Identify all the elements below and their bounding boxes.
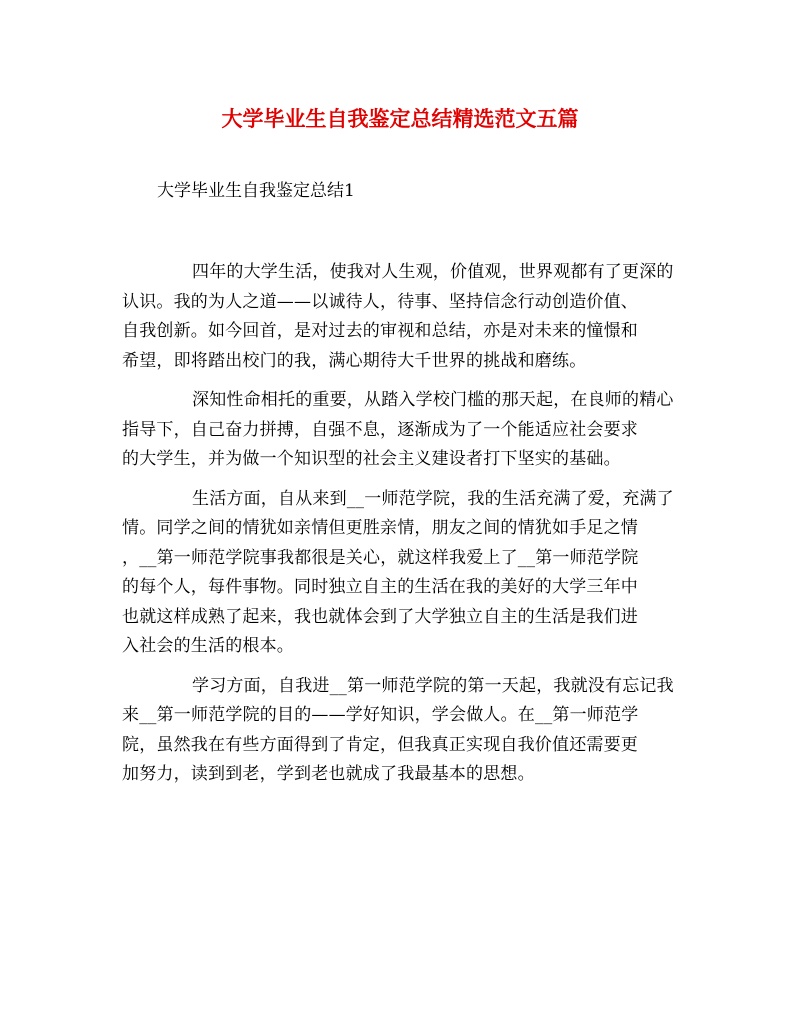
text-line: 来__第一师范学院的目的——学好知识，学会做人。在__第一师范学 bbox=[122, 705, 639, 725]
paragraph bbox=[122, 258, 678, 376]
paragraph bbox=[122, 386, 678, 475]
paragraph bbox=[122, 485, 678, 662]
section-title: 大学毕业生自我鉴定总结1 bbox=[157, 181, 355, 201]
text-line: 认识。我的为人之道——以诚待人，待事、坚持信念行动创造价值、 bbox=[122, 291, 638, 312]
text-line: 的每个人，每件事物。同时独立自主的生活在我的美好的大学三年中 bbox=[122, 577, 638, 597]
text-line: 自我创新。如今回首，是对过去的审视和总结，亦是对未来的憧憬和 bbox=[122, 321, 638, 341]
text-line: 情。同学之间的情犹如亲情但更胜亲情，朋友之间的情犹如手足之情 bbox=[122, 518, 638, 538]
text-line: 希望，即将踏出校门的我，满心期待大千世界的挑战和磨练。 bbox=[122, 350, 587, 371]
text-line: 生活方面，自从来到__一师范学院，我的生活充满了爱，充满了 bbox=[192, 488, 674, 509]
text-line: 入社会的生活的根本。 bbox=[122, 636, 294, 656]
text-line: ，__第一师范学院事我都很是关心，就这样我爱上了__第一师范学院 bbox=[122, 547, 639, 568]
text-line: 的大学生，并为做一个知识型的社会主义建设者打下坚实的基础。 bbox=[122, 449, 621, 469]
text-line: 学习方面，自我进__第一师范学院的第一天起，我就没有忘记我 bbox=[192, 675, 674, 696]
text-line: 加努力，读到到老，学到老也就成了我最基本的思想。 bbox=[122, 764, 535, 784]
document-title: 大学毕业生自我鉴定总结精选范文五篇 bbox=[221, 106, 579, 131]
text-line: 院，虽然我在有些方面得到了肯定，但我真正实现自我价值还需要更 bbox=[122, 734, 638, 755]
paragraph bbox=[122, 672, 678, 790]
text-line: 指导下，自己奋力拼搏，自强不息，逐渐成为了一个能适应社会要求 bbox=[122, 419, 638, 440]
document-body bbox=[122, 258, 678, 800]
text-line: 也就这样成熟了起来，我也就体会到了大学独立自主的生活是我们进 bbox=[122, 606, 638, 627]
text-line: 四年的大学生活，使我对人生观，价值观，世界观都有了更深的 bbox=[192, 262, 674, 282]
text-line: 深知性命相托的重要，从踏入学校门槛的那天起，在良师的精心 bbox=[192, 390, 674, 410]
